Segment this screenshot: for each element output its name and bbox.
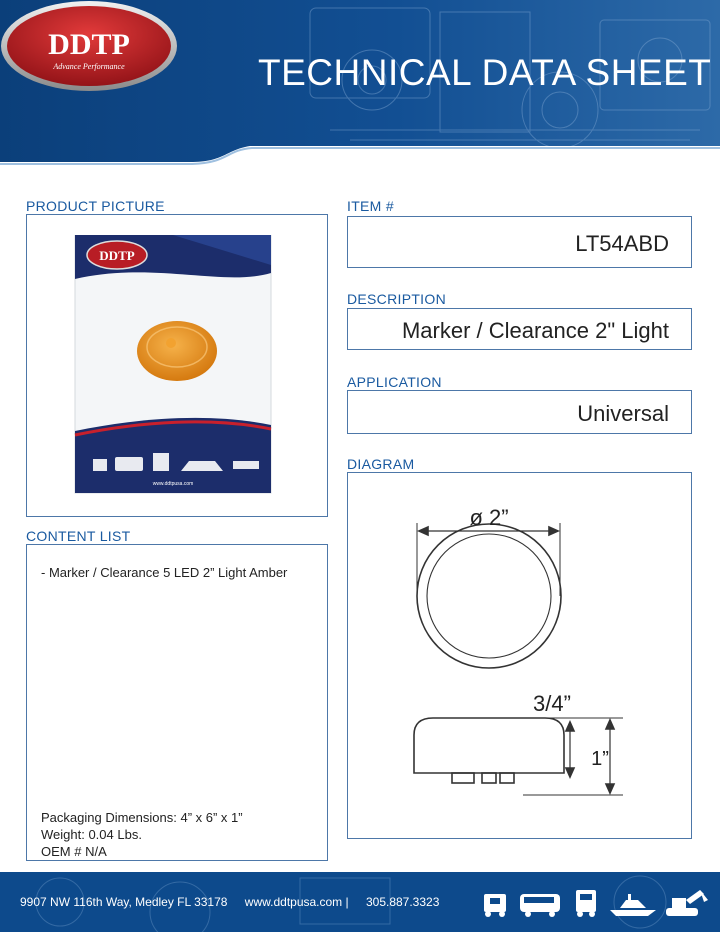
description-label: DESCRIPTION bbox=[347, 291, 446, 307]
truck-icon bbox=[576, 890, 596, 917]
bag-website: www.ddtpusa.com bbox=[152, 481, 194, 487]
diameter-label: ø 2” bbox=[469, 505, 509, 530]
application-box bbox=[347, 390, 692, 434]
footer-address: 9907 NW 116th Way, Medley FL 33178 bbox=[20, 895, 228, 909]
footer-contact bbox=[20, 895, 453, 909]
item-number: LT54ABD bbox=[575, 231, 669, 256]
footer-icons bbox=[478, 886, 708, 920]
bus-icon bbox=[520, 894, 560, 917]
light-diagram bbox=[348, 473, 693, 840]
content-list-label: CONTENT LIST bbox=[26, 528, 131, 544]
depth-label: 3/4” bbox=[533, 691, 571, 716]
height-label: 1” bbox=[591, 748, 609, 770]
logo-text: DDTP bbox=[48, 28, 130, 61]
ddtp-logo bbox=[0, 0, 178, 92]
item-box bbox=[347, 216, 692, 268]
excavator-icon bbox=[666, 890, 708, 916]
application-text: Universal bbox=[577, 401, 669, 426]
content-list-box bbox=[26, 544, 328, 861]
content-list-item: - Marker / Clearance 5 LED 2” Light Amber bbox=[41, 565, 288, 580]
application-label: APPLICATION bbox=[347, 374, 442, 390]
footer bbox=[0, 872, 720, 932]
header-banner bbox=[0, 0, 720, 180]
yacht-icon bbox=[610, 894, 656, 916]
generator-icon bbox=[484, 894, 506, 917]
bag-logo-text: DDTP bbox=[99, 248, 135, 263]
description-box bbox=[347, 308, 692, 350]
logo-tagline: Advance Performance bbox=[53, 62, 125, 71]
diagram-label: DIAGRAM bbox=[347, 456, 415, 472]
product-picture-label: PRODUCT PICTURE bbox=[26, 198, 165, 214]
item-label: ITEM # bbox=[347, 198, 394, 214]
footer-phone: 305.887.3323 bbox=[365, 895, 440, 909]
diagram-box bbox=[347, 472, 692, 839]
description-text: Marker / Clearance 2" Light bbox=[401, 318, 669, 343]
oem-number: OEM # N/A bbox=[41, 844, 107, 859]
footer-website[interactable]: www.ddtpusa.com | bbox=[244, 895, 349, 909]
product-picture-box bbox=[26, 214, 328, 517]
weight: Weight: 0.04 Lbs. bbox=[41, 827, 142, 842]
packaging-dimensions: Packaging Dimensions: 4” x 6” x 1” bbox=[41, 810, 243, 825]
page-title: TECHNICAL DATA SHEET bbox=[258, 52, 712, 93]
product-image bbox=[73, 235, 273, 495]
